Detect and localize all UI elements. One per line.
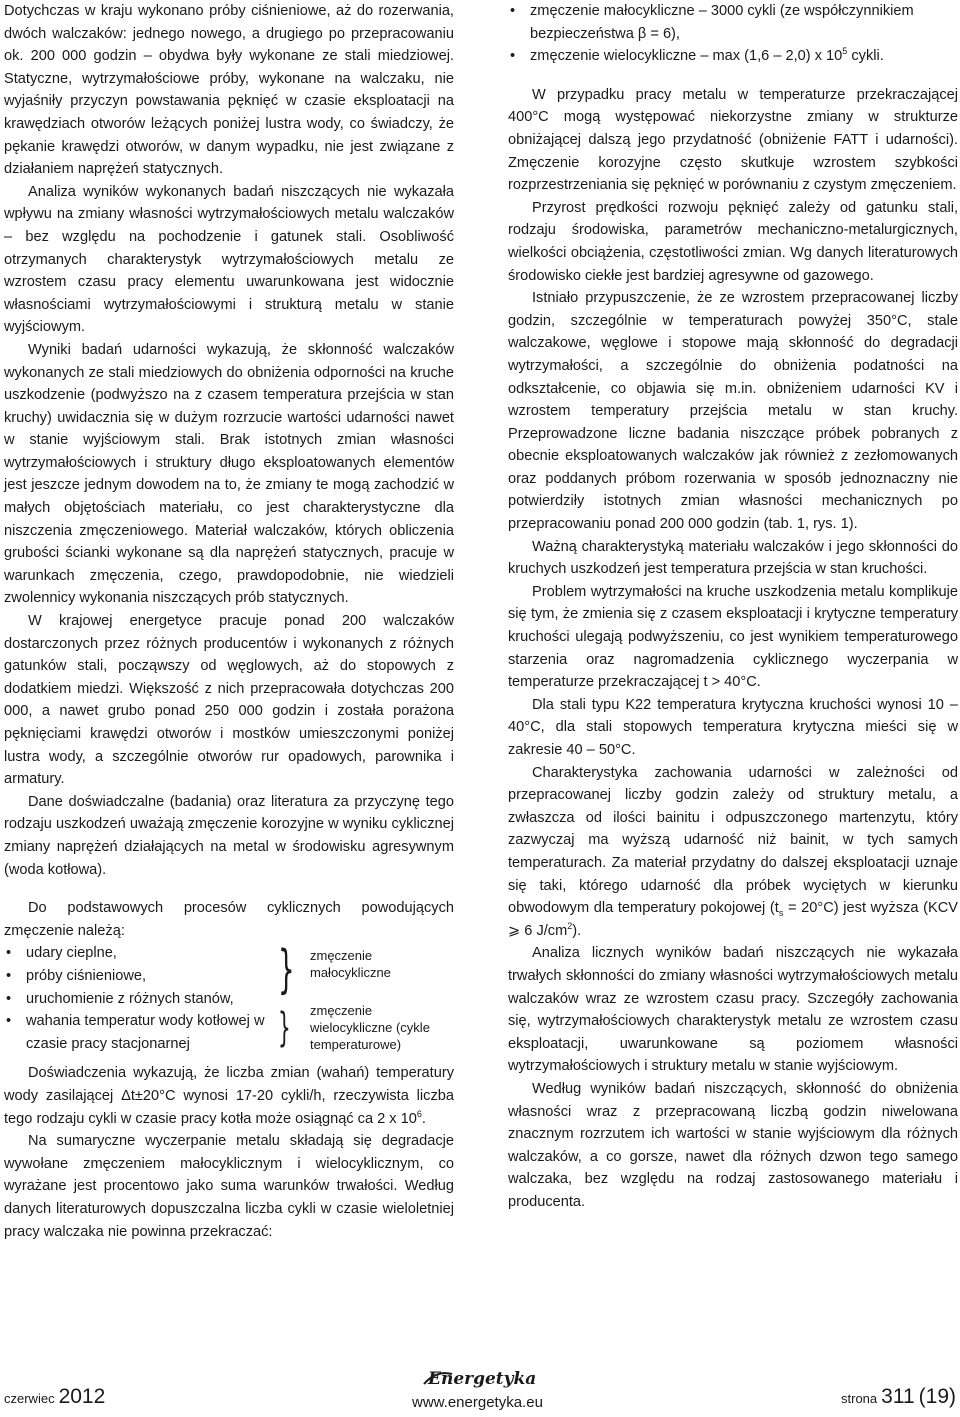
svg-text:Energetyka: Energetyka	[428, 1369, 537, 1389]
paragraph: Ważną charakterystyką materiału walczaków i jego skłonności do kruchych uszkodzeń jest temperatura przejścia w stan kruchości.	[508, 538, 958, 578]
brace-label-low-cycle: zmęczenie małocykliczne	[310, 948, 391, 981]
paragraph: Wyniki badań udarności wykazują, że skłonność walczaków wykonanych ze stali miedziowych do obniżenia odporności na kruche uszkodzenie (podwyższo na z czasem temperatura przejścia w stan kruchy) uwidacznia się w dużym rozrzucie wartości udarności nawet w stanie wyjściowym stali. Brak istotnych zmian własności wytrzymałościowych i struktury długo eksploatowanych elementów jest jeszcze jednym dowodem na to, że zmiany te mogą zachodzić w małych objętościach materiału, co jest charakterystyczne dla niszczenia zmęczeniowego. Materiał walczaków, których obliczenia grubości ścianki wykonane są dla naprężeń statycznych, pracuje w warunkach zmęczenia, czego, prawdopodobnie, nie wiedzieli zwolennicy wykonania niszczących prób statycznych.	[4, 341, 454, 607]
right-column	[508, 0, 958, 1213]
energetyka-logo	[418, 1364, 538, 1390]
paragraph: Przyrost prędkości rozwoju pęknięć zależy od gatunku stali, rodzaju środowiska, parametrów mechaniczno-metalurgicznych, wielkości obciążenia, częstotliwości zmian. Wg danych literaturowych środowisko ciekłe jest bardziej agresywne od gazowego.	[508, 199, 958, 284]
paragraph: Do podstawowych procesów cyklicznych powodujących zmęczenie należą:	[4, 900, 454, 939]
list-item: • uruchomienie z różnych stanów,	[4, 988, 294, 1011]
list-item: • udary cieplne,	[4, 942, 294, 965]
cycle-limits-list	[508, 0, 958, 68]
website-url: www.energetyka.eu	[412, 1394, 543, 1411]
page-footer	[0, 1360, 960, 1417]
paragraph: Analiza licznych wyników badań niszczących nie wykazała trwałych skłonności do zmiany własności wytrzymałościowych metalu walczaków wraz ze wzrostem czasu pracy. Szczegóły zachowania się, wytrzymałościowych charakterystyk metalu ze wzrostem czasu eksploatacji, uwarunkowane są poziomem własności wytrzymałościowych i struktury metalu w stanie wyjściowym.	[508, 945, 958, 1075]
paragraph: Analiza wyników wykonanych badań niszczących nie wykazała wpływu na zmiany własności wytrzymałościowych metalu walczaków – bez względu na pochodzenie i gatunek stali. Osobliwość otrzymanych charakterystyk wytrzymałościowych metalu ze wzrostem czasu pracy elementu uwarunkowana jest widocznie własnościami wytrzymałościowymi i strukturą metalu w stanie wyjściowym.	[4, 183, 454, 336]
paragraph: Według wyników badań niszczących, skłonność do obniżenia własności wraz z przepracowaną liczbą godzin niwelowana znacznym rozrzutem ich wartości w stanie wyjściowym dla różnych walczaków, a co gorsze, nawet dla różnych dzwon tego samego walczaka, bez względu na rodzaj zastosowanego materiału i producenta.	[508, 1080, 958, 1210]
brace-icon: }	[278, 1005, 291, 1052]
paragraph: W krajowej energetyce pracuje ponad 200 walczaków dostarczonych przez różnych producentów i wykonanych z różnych gatunków stali, począwszy od węglowych, aż do stopowych z dodatkiem miedzi. Większość z nich przepracowała dotychczas 200 000, a nawet grubo ponad 250 000 godzin i została porażona pęknięciami krawędzi otworów i mostków umieszczonymi poniżej lustra wody, a szczególnie otworów rur opadowych, parownika i armatury.	[4, 613, 454, 788]
paragraph: Dane doświadczalne (badania) oraz literatura za przyczynę tego rodzaju uszkodzeń uważają zmęczenie korozyjne w wyniku cyklicznej zmiany naprężeń działających na metal w środowisku agresywnym (woda kotłowa).	[4, 793, 454, 878]
paragraph: Doświadczenia wykazują, że liczba zmian (wahań) temperatury wody zasilającej Δt±20°C wynosi 17-20 cykli/h, rzeczywista liczba tego rodzaju cykli w czasie pracy kotła może osiągnąć ca 2 x $10^6$.	[4, 1065, 454, 1127]
cyclic-processes-list	[4, 942, 454, 1062]
list-item: • zmęczenie wielocykliczne – max (1,6 – 2,0) x $10^5$ cykli.	[508, 45, 958, 68]
paragraph: Problem wytrzymałości na kruche uszkodzenia metalu komplikuje się tym, że zmienia się z czasem eksploatacji i krytyczne temperatury kruchości ulegają podwyższeniu, co jest wynikiem temperaturowego starzenia oraz nagromadzenia cyklicznego wyczerpania w temperaturze przekraczającej t > 40°C.	[508, 583, 958, 691]
list-item: • zmęczenie małocykliczne – 3000 cykli (ze współczynnikiem bezpieczeństwa β = 6),	[508, 0, 958, 45]
brace-label-high-cycle: zmęczenie wielocykliczne (cykle temperaturowe)	[310, 1003, 430, 1053]
paragraph: Charakterystyka zachowania udarności w zależności od przepracowanej liczby godzin zależy od struktury metalu, a zwłaszcza od ilości bainitu i odpuszczonego martenzytu, który zazwyczaj ma wyższą udarność niż bainit, w tych samych temperaturach. Za materiał przydatny do dalszej eksploatacji uznaje się taki, którego udarność dla próbek wyciętych w kierunku obwodowym dla temperatury pokojowej $(t_s = 20^\circ C)$ jest wyższa (KCV ⩾ 6 $J/cm^2$).	[508, 764, 958, 939]
paragraph: Na sumaryczne wyczerpanie metalu składają się degradacje wywołane zmęczeniem małocyklicznym i wielocyklicznym, co wyrażane jest procentowo jako suma warunków trwałości. Według danych literaturowych dopuszczalna liczba cykli w czasie wieloletniej pracy walczaka nie powinna przekraczać:	[4, 1133, 454, 1240]
issue-date: czerwiec 2012	[4, 1385, 106, 1408]
left-column	[4, 0, 454, 1243]
paragraph: Istniało przypuszczenie, że ze wzrostem przepracowanej liczby godzin, szczególnie w temperaturach powyżej 350°C, stale walczakowe, węglowe i stopowe mają skłonność do degradacji wytrzymałości, a szczególnie do obniżenia podatności na odkształcenie, co objawia się m.in. obniżeniem udarności KV i wzrostem temperatury przejścia metalu w stan kruchy. Przeprowadzone liczne badania niszczące próbek pobranych z obecnie eksploatowanych walczaków jak również z zezłomowanych oraz poddanych próbom rozerwania w sposób jednoznaczny nie potwierdziły istotnych zmian własności mechanicznych po przepracowaniu ponad 200 000 godzin (tab. 1, rys. 1).	[508, 290, 958, 533]
paragraph: W przypadku pracy metalu w temperaturze przekraczającej 400°C mogą występować niekorzystne zmiany w strukturze obniżającej dalszą jego przydatność (obniżenie FATT i udarności). Zmęczenie korozyjne często skutkuje wzrostem szybkości rozprzestrzeniania się pęknięć w porównaniu z czystym zmęczeniem.	[508, 86, 958, 194]
list-item: • wahania temperatur wody kotłowej w czasie pracy stacjonarnej	[4, 1010, 294, 1055]
list-item: • próby ciśnieniowe,	[4, 965, 294, 988]
brace-icon: }	[278, 940, 295, 1001]
paragraph: Dla stali typu K22 temperatura krytyczna kruchości wynosi 10 – 40°C, dla stali stopowych temperatura krytyczna mieści się w zakresie 40 – 50°C.	[508, 696, 958, 758]
page-number: strona 311 (19)	[841, 1385, 956, 1408]
paragraph: Dotychczas w kraju wykonano próby ciśnieniowe, aż do rozerwania, dwóch walczaków: jednego nowego, a drugiego po przepracowaniu ok. 200 000 godzin – obydwa były wykonane ze stali miedziowej. Statyczne, wytrzymałościowe próby, wykonane na walczaku, nie wyjaśniły przyczyn powstawania pęknięć w czasie eksploatacji na krawędziach otworów leżących poniżej lustra wody, co świadczy, że pękanie krawędzi otworów, w danym wypadku, nie jest związane z działaniem naprężeń statycznych.	[4, 3, 454, 178]
